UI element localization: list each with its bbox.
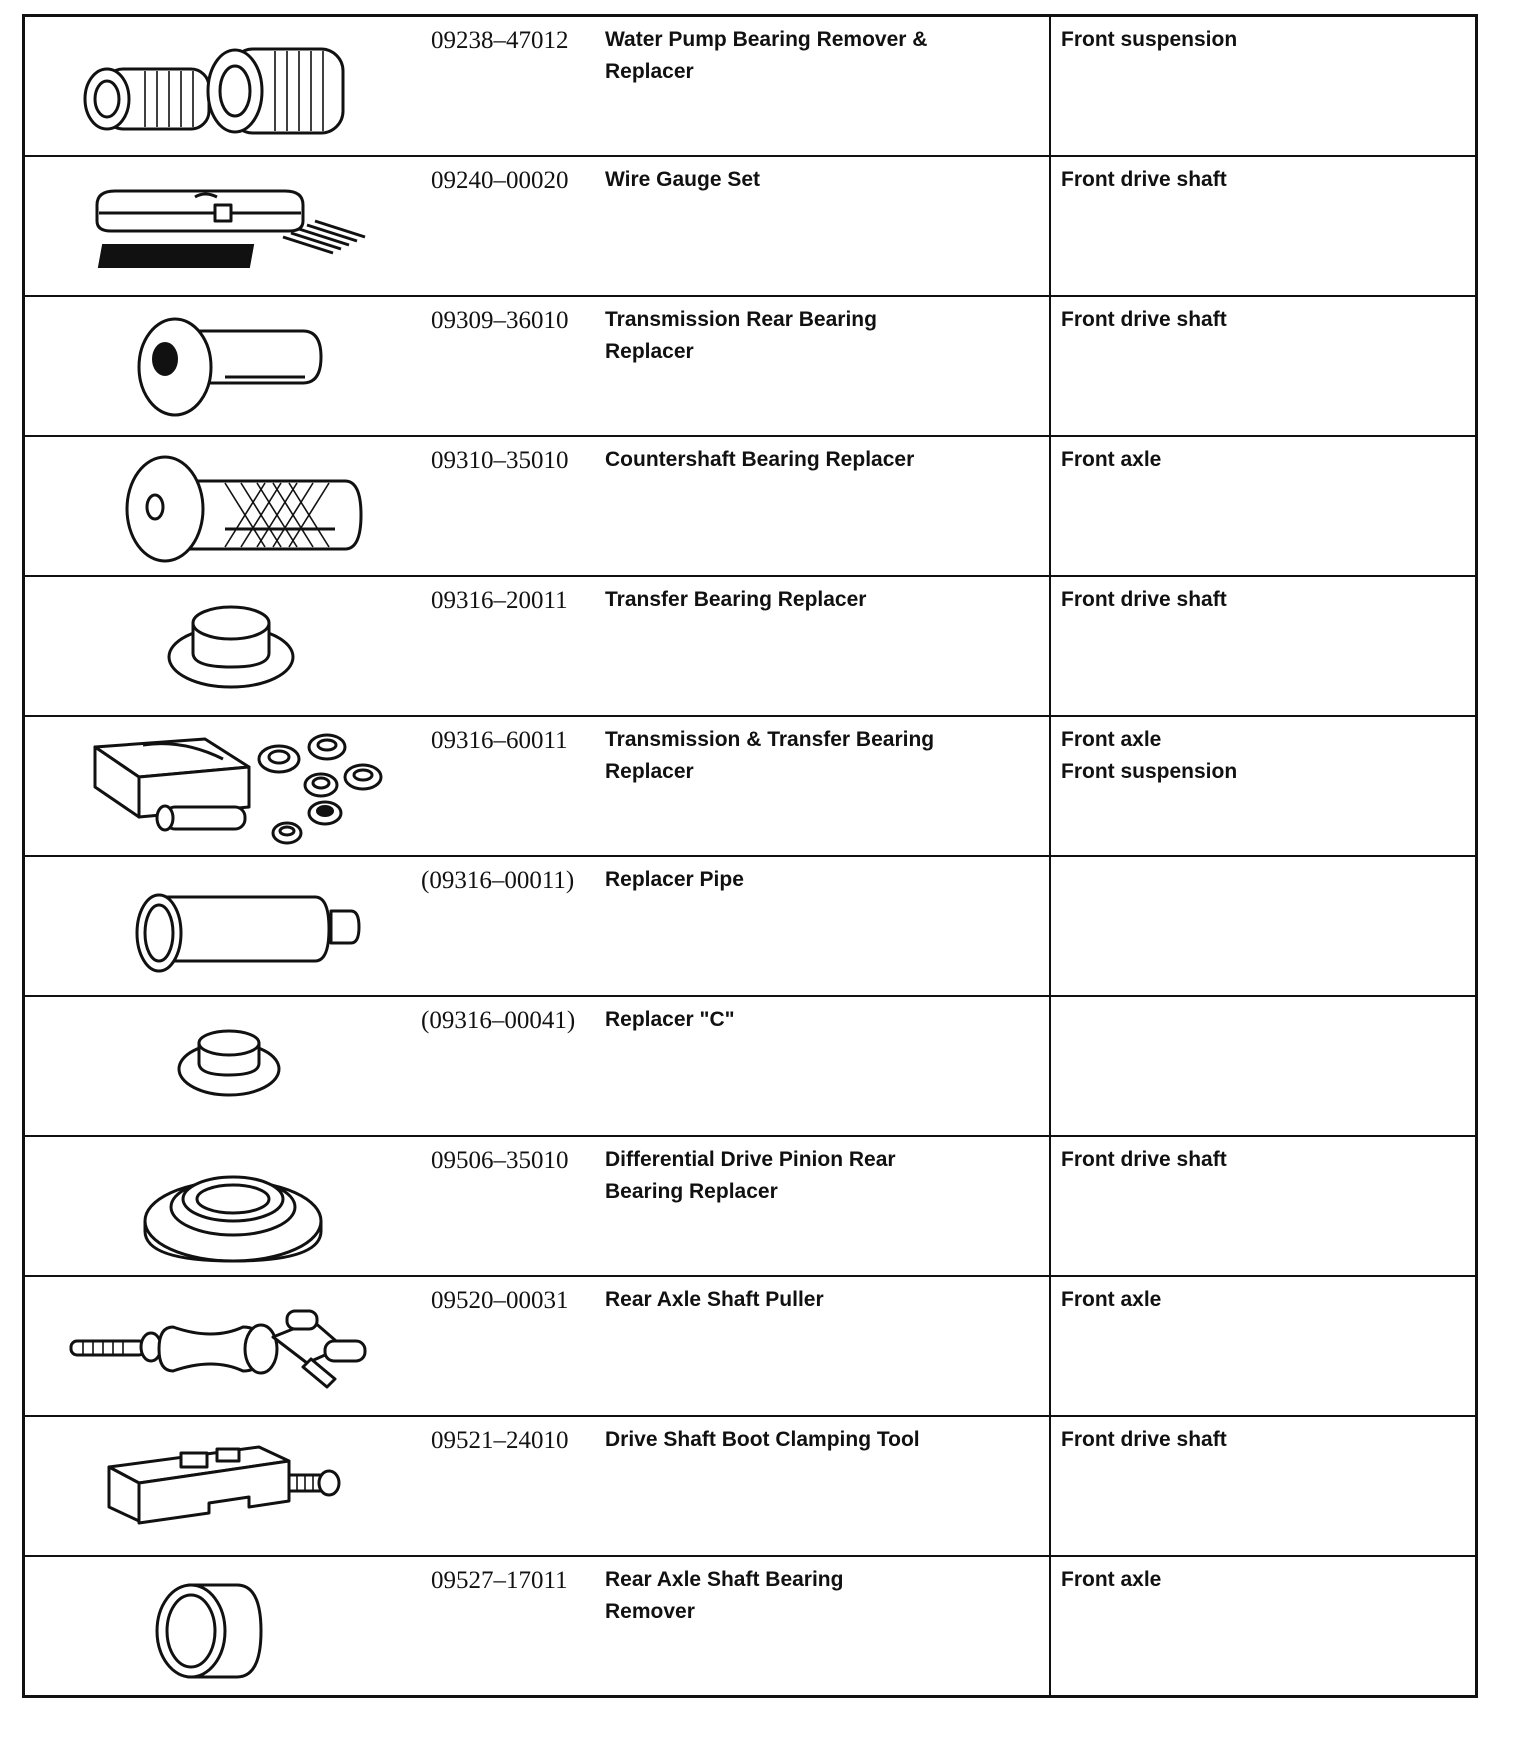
part-number-cell <box>431 576 603 716</box>
part-number-cell <box>431 1556 603 1697</box>
tool-name: Transmission & Transfer Bearing Replacer <box>605 728 935 783</box>
part-number: 09240–00020 <box>431 167 569 194</box>
usage-cell <box>1050 996 1477 1136</box>
tool-name-cell <box>603 716 1050 856</box>
table-row <box>24 156 1477 296</box>
tool-name: Rear Axle Shaft Puller <box>605 1288 824 1311</box>
tool-illustration-cell <box>24 716 432 856</box>
transfer-replacer-icon <box>25 577 431 715</box>
table-row <box>24 16 1477 157</box>
usage-cell <box>1050 856 1477 996</box>
tool-name-cell <box>603 1556 1050 1697</box>
table-row <box>24 1136 1477 1276</box>
tool-name-cell <box>603 1276 1050 1416</box>
part-number-cell <box>431 1276 603 1416</box>
tool-illustration-cell <box>24 1136 432 1276</box>
tool-name: Wire Gauge Set <box>605 168 761 191</box>
replacer-pipe-icon <box>25 857 431 995</box>
tool-name: Replacer "C" <box>605 1008 735 1031</box>
tool-name-cell <box>603 856 1050 996</box>
axle-shaft-puller-icon <box>25 1277 431 1415</box>
usage-note: Front axle <box>1061 728 1162 751</box>
usage-cell <box>1050 1136 1477 1276</box>
usage-cell <box>1050 296 1477 436</box>
usage-note: Front axle <box>1061 1568 1162 1591</box>
tool-name-cell <box>603 296 1050 436</box>
tool-illustration-cell <box>24 1416 432 1556</box>
usage-note: Front drive shaft <box>1061 1148 1227 1171</box>
pinion-bearing-replacer-icon <box>25 1137 431 1275</box>
tool-name: Replacer Pipe <box>605 868 744 891</box>
usage-note: Front suspension <box>1061 28 1238 51</box>
tool-name: Countershaft Bearing Replacer <box>605 448 915 471</box>
part-number: 09316–20011 <box>431 587 568 614</box>
part-number: 09316–60011 <box>431 727 568 754</box>
part-number-cell <box>421 856 603 996</box>
special-service-tools-table <box>22 14 1478 1698</box>
usage-cell <box>1050 576 1477 716</box>
usage-cell <box>1050 1556 1477 1697</box>
tool-illustration-cell <box>24 16 432 157</box>
tool-name: Rear Axle Shaft Bearing Remover <box>605 1568 844 1623</box>
part-number-cell <box>431 156 603 296</box>
replacer-kit-icon <box>25 717 431 855</box>
tool-illustration-cell <box>24 436 432 576</box>
tool-illustration-cell <box>24 996 432 1136</box>
wire-gauge-set-icon <box>25 157 431 295</box>
part-number-cell <box>431 16 603 157</box>
axle-bearing-remover-icon <box>25 1557 431 1695</box>
table-row <box>24 576 1477 716</box>
usage-cell <box>1050 1276 1477 1416</box>
tool-illustration-cell <box>24 856 432 996</box>
usage-note: Front drive shaft <box>1061 588 1227 611</box>
usage-note: Front axle <box>1061 448 1162 471</box>
usage-cell <box>1050 716 1477 856</box>
part-number: 09521–24010 <box>431 1427 569 1454</box>
tool-illustration-cell <box>24 576 432 716</box>
part-number: 09238–47012 <box>431 27 569 54</box>
part-number-cell <box>421 996 603 1136</box>
tool-name: Transfer Bearing Replacer <box>605 588 867 611</box>
table-row <box>24 856 1477 996</box>
tool-name: Drive Shaft Boot Clamping Tool <box>605 1428 920 1451</box>
usage-note: Front drive shaft <box>1061 308 1227 331</box>
tool-name-cell <box>603 1136 1050 1276</box>
usage-cell <box>1050 1416 1477 1556</box>
part-number-cell <box>431 1136 603 1276</box>
tool-illustration-cell <box>24 1276 432 1416</box>
part-number-cell <box>431 296 603 436</box>
tool-name-cell <box>603 1416 1050 1556</box>
tool-illustration-cell <box>24 296 432 436</box>
part-number: 09506–35010 <box>431 1147 569 1174</box>
part-number-cell <box>431 436 603 576</box>
tool-illustration-cell <box>24 1556 432 1697</box>
table-row <box>24 296 1477 436</box>
table-row <box>24 716 1477 856</box>
part-number: 09520–00031 <box>431 1287 569 1314</box>
part-number-cell <box>431 1416 603 1556</box>
part-number: (09316–00011) <box>421 867 575 894</box>
tool-name: Transmission Rear Bearing Replacer <box>605 308 877 363</box>
tool-name-cell <box>603 436 1050 576</box>
table-row <box>24 996 1477 1136</box>
tool-name-cell <box>603 16 1050 157</box>
table-row <box>24 436 1477 576</box>
table-row <box>24 1416 1477 1556</box>
usage-note: Front drive shaft <box>1061 168 1227 191</box>
part-number: (09316–00041) <box>421 1007 576 1034</box>
part-number: 09527–17011 <box>431 1567 568 1594</box>
bearing-remover-pair-icon <box>25 17 431 155</box>
table-row <box>24 1276 1477 1416</box>
usage-cell <box>1050 436 1477 576</box>
usage-note: Front drive shaft <box>1061 1428 1227 1451</box>
usage-note: Front suspension <box>1061 760 1238 783</box>
tool-name-cell <box>603 576 1050 716</box>
boot-clamping-tool-icon <box>25 1417 431 1555</box>
replacer-c-icon <box>25 997 431 1135</box>
part-number-cell <box>431 716 603 856</box>
part-number: 09310–35010 <box>431 447 569 474</box>
countershaft-replacer-icon <box>25 437 431 575</box>
tool-name: Differential Drive Pinion Rear Bearing Replacer <box>605 1148 896 1203</box>
tool-name-cell <box>603 996 1050 1136</box>
bearing-replacer-icon <box>25 297 431 435</box>
usage-note: Front axle <box>1061 1288 1162 1311</box>
part-number: 09309–36010 <box>431 307 569 334</box>
tool-name: Water Pump Bearing Remover & Replacer <box>605 28 928 83</box>
usage-cell <box>1050 156 1477 296</box>
tool-illustration-cell <box>24 156 432 296</box>
usage-cell <box>1050 16 1477 157</box>
table-row <box>24 1556 1477 1697</box>
tool-name-cell <box>603 156 1050 296</box>
